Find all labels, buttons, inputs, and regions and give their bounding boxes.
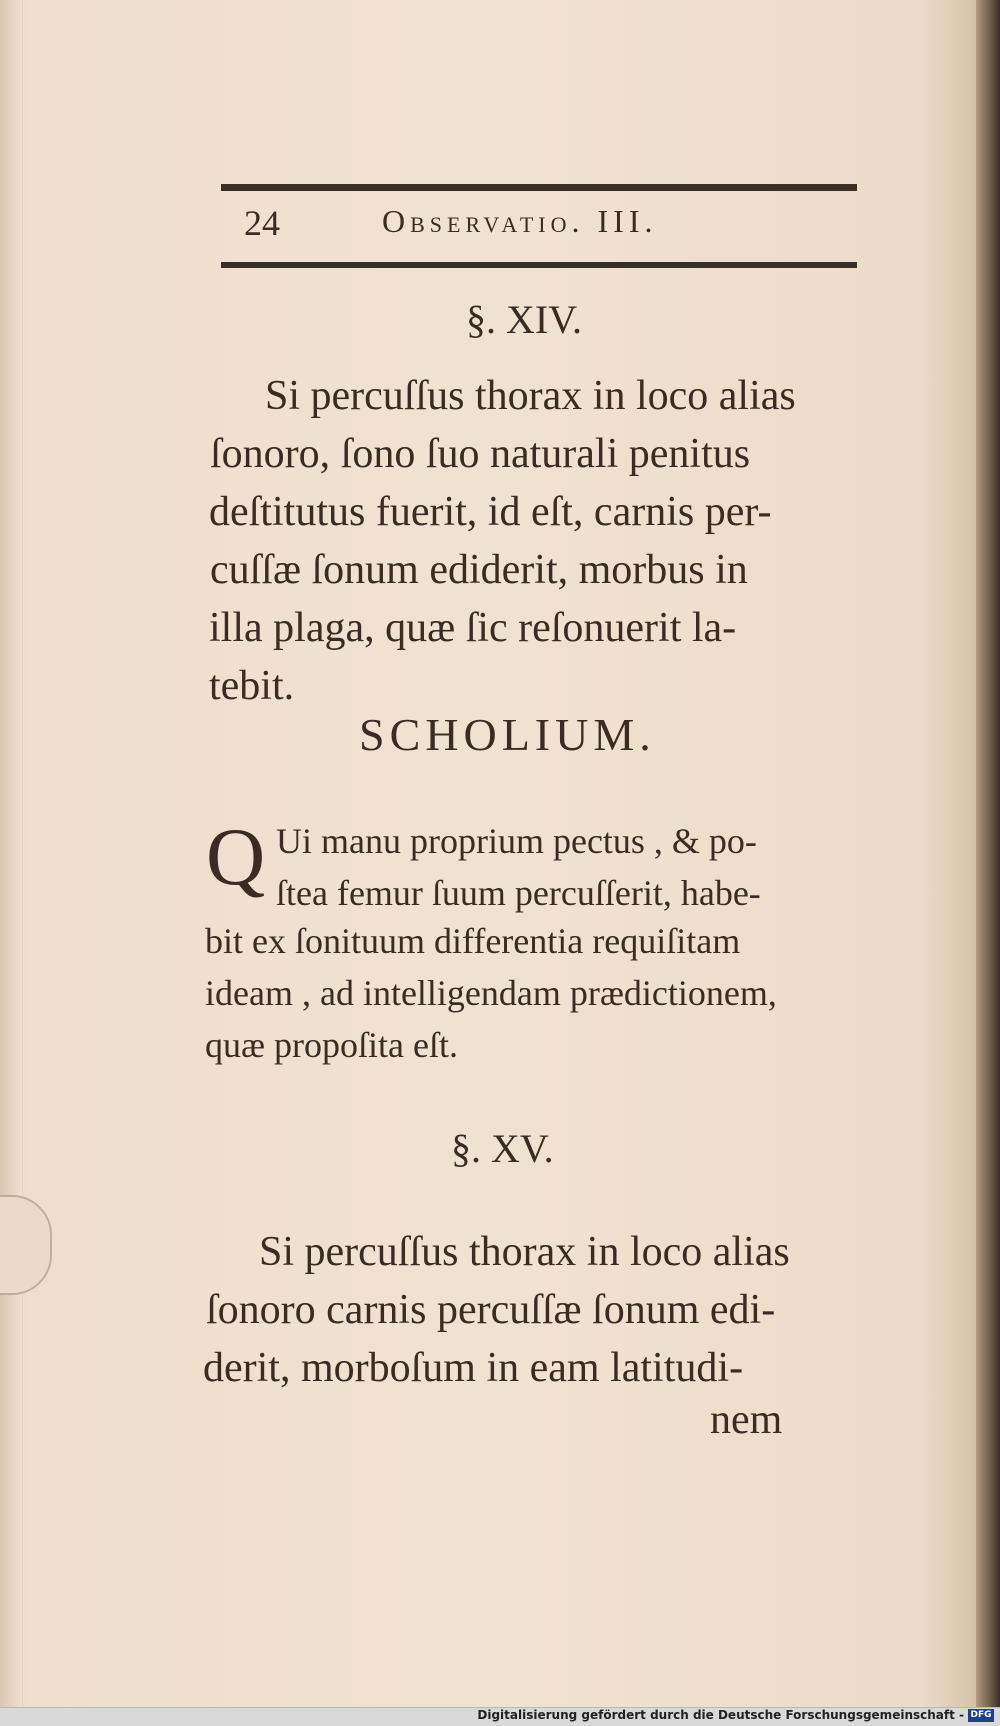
page-tab — [0, 1195, 52, 1295]
text-line: ſonoro, ſono ſuo naturali penitus — [210, 431, 751, 477]
running-head: Observatio. III. — [382, 203, 658, 239]
text-line: ſonoro carnis percuſſæ ſonum edi- — [206, 1287, 776, 1333]
text-line: Si percuſſus thorax in loco alias — [265, 373, 796, 419]
drop-cap: Q — [206, 811, 266, 902]
footer-credit: Digitalisierung gefördert durch die Deutsche Forschungsgemeinschaft - — [477, 1708, 964, 1722]
scholium-heading: SCHOLIUM. — [359, 709, 656, 760]
book-spine-edge — [976, 0, 1000, 1725]
left-page-edge — [0, 0, 23, 1725]
header-rule-bottom — [221, 262, 857, 268]
catchword: nem — [710, 1397, 783, 1443]
text-line: ideam , ad intelligendam prædictionem, — [205, 973, 777, 1013]
text-line: tebit. — [209, 663, 295, 709]
section-heading: §. XV. — [451, 1126, 554, 1171]
dfg-logo-icon: DFG — [968, 1709, 994, 1722]
text-line: ſtea femur ſuum percuſſerit, habe- — [276, 873, 761, 913]
section-heading: §. XIV. — [466, 297, 582, 342]
text-line: cuſſæ ſonum ediderit, morbus in — [210, 547, 748, 593]
text-line: quæ propoſita eſt. — [205, 1025, 458, 1065]
text-line: deſtitutus fuerit, id eſt, carnis per- — [209, 489, 772, 535]
text-line: derit, morboſum in eam latitudi- — [203, 1345, 744, 1391]
text-line: Ui manu proprium pectus , & po- — [276, 821, 757, 861]
header-rule-top — [221, 184, 857, 191]
page-number: 24 — [244, 203, 280, 243]
text-line: Si percuſſus thorax in loco alias — [259, 1229, 790, 1275]
text-line: illa plaga, quæ ſic reſonuerit la- — [209, 605, 737, 651]
text-line: bit ex ſonituum differentia requiſitam — [205, 921, 741, 961]
